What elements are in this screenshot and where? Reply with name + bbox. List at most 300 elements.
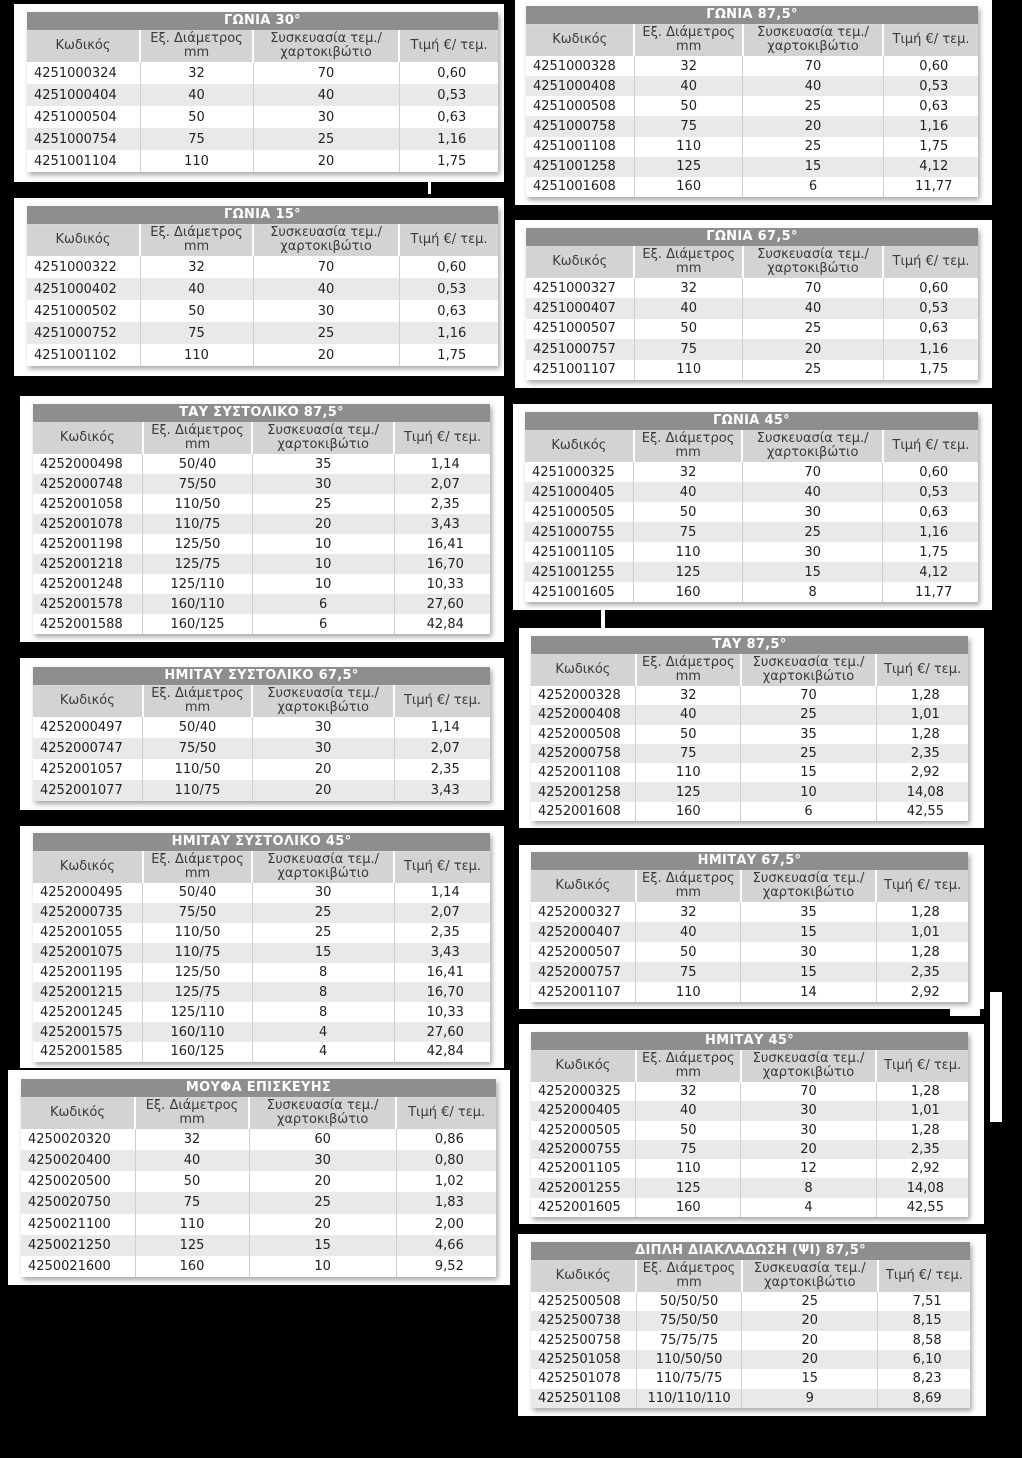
divider-mark [990,992,1002,1122]
cell-price: 1,14 [394,883,490,903]
table-row [531,1178,968,1197]
column-header-price: Τιμή €/ τεμ. [394,851,490,883]
cell-code: 4252001077 [33,780,143,801]
table-row [33,903,490,923]
cell-price: 42,84 [394,1042,490,1062]
table-row [33,474,490,494]
price-table [531,852,968,1002]
cell-code: 4252001588 [33,614,143,634]
table-row [33,943,490,963]
table-row [531,1292,970,1311]
column-header-code: Κωδικός [531,1050,636,1082]
table-row [33,1042,490,1062]
column-header-price: Τιμή €/ τεμ. [399,224,498,256]
table-row [33,759,490,780]
cell-diameter: 160/110 [143,594,253,614]
table-row [33,982,490,1002]
cell-package: 10 [252,554,394,574]
cell-diameter: 125/75 [143,554,253,574]
cell-package: 4 [252,1042,394,1062]
table-row [525,502,978,522]
table-row [33,883,490,903]
cell-price: 10,33 [394,574,490,594]
cell-price: 9,52 [396,1256,496,1277]
cell-code: 4250021100 [21,1214,135,1235]
column-header-package: Συσκευασία τεμ./ χαρτοκιβώτιο [249,1097,396,1129]
cell-code: 4251000407 [526,298,634,318]
column-header-package: Συσκευασία τεμ./ χαρτοκιβώτιο [252,422,394,454]
table-row [33,923,490,943]
cell-price: 1,16 [883,522,978,542]
price-table [531,1032,968,1217]
cell-diameter: 125 [636,782,741,801]
cell-diameter: 32 [634,462,743,482]
cell-code: 4252001105 [531,1159,636,1178]
cell-package: 30 [253,300,399,322]
cell-package: 25 [253,322,399,344]
cell-price: 2,07 [394,903,490,923]
cell-code: 4250020500 [21,1171,135,1192]
cell-code: 4252500508 [531,1292,636,1311]
cell-diameter: 40 [634,76,742,96]
table-row [33,554,490,574]
cell-price: 1,16 [883,116,978,136]
cell-diameter: 32 [135,1129,249,1150]
table-row [27,62,498,84]
price-table [27,12,498,172]
cell-code: 4252000747 [33,738,143,759]
column-header-diameter: Εξ. Διάμετρος mm [634,430,743,462]
table-title: ΤΑΥ 87,5° [531,636,968,654]
price-table [531,636,968,821]
cell-package: 40 [253,84,399,106]
table-row [531,982,968,1002]
cell-price: 4,12 [883,157,978,177]
cell-diameter: 160 [135,1256,249,1277]
column-header-code: Κωδικός [21,1097,135,1129]
cell-code: 4251001104 [27,150,140,172]
cell-code: 4252001255 [531,1178,636,1197]
cell-package: 10 [249,1256,396,1277]
cell-code: 4252001198 [33,534,143,554]
cell-package: 40 [743,298,883,318]
cell-package: 35 [252,454,394,474]
cell-diameter: 75 [634,522,743,542]
cell-package: 20 [253,344,399,366]
cell-diameter: 50/40 [143,454,253,474]
cell-price: 16,70 [394,554,490,574]
cell-package: 35 [741,902,876,922]
cell-diameter: 75/50 [143,903,253,923]
cell-price: 0,60 [399,62,498,84]
cell-code: 4252000405 [531,1101,636,1120]
table-row [531,1159,968,1178]
table-row [526,319,978,339]
cell-package: 20 [742,1350,878,1369]
table-row [531,705,968,724]
column-header-code: Κωδικός [33,851,143,883]
column-header-code: Κωδικός [33,685,143,717]
cell-code: 4252000495 [33,883,143,903]
cell-diameter: 160/125 [143,1042,253,1062]
cell-diameter: 75 [140,128,253,150]
table-row [21,1129,496,1150]
table-row [526,56,978,76]
cell-diameter: 160/110 [143,1022,253,1042]
table-row [531,686,968,705]
cell-code: 4251001255 [525,562,634,582]
column-header-package: Συσκευασία τεμ./ χαρτοκιβώτιο [743,246,883,278]
table-row [33,963,490,983]
table-imitay-systoliko-45 [20,826,504,1068]
cell-diameter: 75 [135,1192,249,1213]
table-row [526,360,978,380]
cell-code: 4251001102 [27,344,140,366]
cell-code: 4251001608 [526,177,634,197]
table-gonia-15 [14,198,504,376]
table-row [27,84,498,106]
cell-price: 3,43 [394,514,490,534]
table-moufa-episkevis [8,1070,510,1285]
table-row [531,1389,970,1408]
cell-price: 1,28 [876,942,968,962]
cell-price: 16,70 [394,982,490,1002]
cell-price: 27,60 [394,1022,490,1042]
table-gonia-30 [14,4,504,182]
cell-code: 4252000748 [33,474,143,494]
cell-package: 30 [741,942,876,962]
cell-diameter: 160 [634,582,743,602]
cell-diameter: 125/110 [143,1002,253,1022]
cell-diameter: 50 [636,725,741,744]
cell-code: 4251000402 [27,278,140,300]
cell-price: 8,58 [878,1331,970,1350]
table-row [526,177,978,197]
cell-package: 15 [741,962,876,982]
cell-package: 70 [743,56,883,76]
cell-package: 4 [252,1022,394,1042]
table-row [525,482,978,502]
cell-price: 3,43 [394,780,490,801]
cell-code: 4252001057 [33,759,143,780]
column-header-diameter: Εξ. Διάμετρος mm [143,422,253,454]
cell-package: 40 [743,76,883,96]
table-row [531,1369,970,1388]
cell-package: 15 [742,562,882,582]
column-header-diameter: Εξ. Διάμετρος mm [143,851,253,883]
cell-package: 8 [742,582,882,602]
cell-package: 70 [742,462,882,482]
cell-diameter: 50/40 [143,717,253,738]
cell-package: 20 [249,1214,396,1235]
price-table [526,6,978,197]
cell-code: 4251000405 [525,482,634,502]
cell-package: 25 [742,522,882,542]
cell-diameter: 32 [140,256,253,278]
cell-price: 0,63 [399,106,498,128]
cell-code: 4252001218 [33,554,143,574]
cell-package: 25 [741,744,876,763]
cell-package: 25 [743,319,883,339]
cell-diameter: 50 [634,96,742,116]
cell-code: 4252001075 [33,943,143,963]
cell-code: 4252001258 [531,782,636,801]
cell-code: 4250020320 [21,1129,135,1150]
cell-package: 8 [741,1178,876,1197]
cell-package: 15 [743,157,883,177]
table-row [21,1150,496,1171]
price-table [525,412,978,602]
cell-diameter: 32 [636,686,741,705]
table-row [526,116,978,136]
cell-package: 30 [741,1101,876,1120]
cell-diameter: 110/110/110 [636,1389,741,1408]
cell-diameter: 110 [634,137,742,157]
cell-package: 20 [741,1140,876,1159]
cell-price: 8,23 [878,1369,970,1388]
cell-package: 25 [252,923,394,943]
cell-diameter: 75/50 [143,738,253,759]
table-tay-87-5 [519,628,984,828]
column-header-package: Συσκευασία τεμ./ χαρτοκιβώτιο [741,1050,876,1082]
table-gonia-67-5 [515,220,992,388]
cell-price: 42,55 [876,1198,968,1217]
cell-price: 1,75 [399,344,498,366]
table-title: ΤΑΥ ΣΥΣΤΟΛΙΚΟ 87,5° [33,404,490,422]
table-row [526,339,978,359]
table-row [27,300,498,322]
table-row [27,106,498,128]
table-title: ΗΜΙΤΑΥ ΣΥΣΤΟΛΙΚΟ 45° [33,833,490,851]
column-header-price: Τιμή €/ τεμ. [394,685,490,717]
column-header-code: Κωδικός [27,30,140,62]
cell-price: 1,75 [883,137,978,157]
table-row [531,962,968,982]
column-header-package: Συσκευασία τεμ./ χαρτοκιβώτιο [252,685,394,717]
cell-price: 1,01 [876,922,968,942]
cell-package: 25 [743,137,883,157]
cell-code: 4251001105 [525,542,634,562]
cell-diameter: 50/50/50 [636,1292,741,1311]
cell-code: 4252001078 [33,514,143,534]
cell-diameter: 50 [634,319,742,339]
table-row [33,738,490,759]
cell-code: 4252000407 [531,922,636,942]
cell-diameter: 110/50 [143,759,253,780]
table-row [531,1311,970,1330]
price-table [27,206,498,366]
cell-package: 70 [253,62,399,84]
cell-diameter: 110 [636,763,741,782]
cell-package: 25 [253,128,399,150]
cell-diameter: 125/75 [143,982,253,1002]
cell-diameter: 125 [636,1178,741,1197]
column-header-package: Συσκευασία τεμ./ χαρτοκιβώτιο [252,851,394,883]
cell-price: 8,15 [878,1311,970,1330]
cell-code: 4252001245 [33,1002,143,1022]
column-header-package: Συσκευασία τεμ./ χαρτοκιβώτιο [741,654,876,686]
cell-code: 4252000325 [531,1082,636,1101]
table-title: ΓΩΝΙΑ 30° [27,12,498,30]
table-row [21,1235,496,1256]
column-header-diameter: Εξ. Διάμετρος mm [140,224,253,256]
table-row [531,802,968,821]
cell-diameter: 40 [140,278,253,300]
cell-code: 4250020750 [21,1192,135,1213]
cell-code: 4252501078 [531,1369,636,1388]
cell-diameter: 110 [140,150,253,172]
column-header-diameter: Εξ. Διάμετρος mm [636,870,741,902]
cell-package: 20 [742,1311,878,1330]
cell-code: 4252001575 [33,1022,143,1042]
cell-price: 16,41 [394,963,490,983]
cell-code: 4252000757 [531,962,636,982]
column-header-diameter: Εξ. Διάμετρος mm [143,685,253,717]
cell-diameter: 110/75 [143,514,253,534]
cell-code: 4251000758 [526,116,634,136]
cell-package: 20 [252,780,394,801]
column-header-diameter: Εξ. Διάμετρος mm [636,1260,741,1292]
cell-code: 4251001107 [526,360,634,380]
cell-price: 2,92 [876,763,968,782]
cell-package: 30 [741,1121,876,1140]
column-header-code: Κωδικός [525,430,634,462]
column-header-price: Τιμή €/ τεμ. [876,870,968,902]
cell-code: 4252000327 [531,902,636,922]
cell-diameter: 32 [140,62,253,84]
cell-code: 4252000505 [531,1121,636,1140]
cell-package: 70 [741,1082,876,1101]
cell-code: 4251000508 [526,96,634,116]
table-row [27,278,498,300]
table-row [526,298,978,318]
cell-code: 4252501108 [531,1389,636,1408]
cell-code: 4252001605 [531,1198,636,1217]
cell-diameter: 110 [636,982,741,1002]
table-row [531,1350,970,1369]
cell-package: 25 [743,96,883,116]
cell-package: 6 [741,802,876,821]
cell-diameter: 160 [634,177,742,197]
cell-package: 30 [742,542,882,562]
cell-price: 0,53 [399,84,498,106]
cell-package: 15 [249,1235,396,1256]
cell-price: 8,69 [878,1389,970,1408]
cell-package: 6 [743,177,883,197]
cell-diameter: 110 [634,542,743,562]
cell-price: 1,28 [876,1121,968,1140]
cell-diameter: 75 [634,116,742,136]
table-row [531,1140,968,1159]
cell-package: 25 [743,360,883,380]
cell-price: 1,02 [396,1171,496,1192]
cell-code: 4251001258 [526,157,634,177]
cell-package: 8 [252,1002,394,1022]
cell-package: 20 [249,1171,396,1192]
column-header-price: Τιμή €/ τεμ. [883,430,978,462]
cell-package: 70 [743,278,883,298]
cell-code: 4250021600 [21,1256,135,1277]
cell-price: 0,60 [883,278,978,298]
table-row [525,522,978,542]
cell-price: 0,63 [883,96,978,116]
table-row [21,1171,496,1192]
cell-diameter: 40 [636,705,741,724]
cell-code: 4251000327 [526,278,634,298]
table-row [21,1256,496,1277]
cell-price: 2,35 [876,744,968,763]
cell-package: 30 [249,1150,396,1171]
cell-price: 1,16 [883,339,978,359]
cell-package: 6 [252,594,394,614]
column-header-package: Συσκευασία τεμ./ χαρτοκιβώτιο [253,30,399,62]
table-row [33,780,490,801]
table-row [531,1121,968,1140]
cell-package: 15 [741,922,876,942]
price-table [531,1242,970,1408]
cell-price: 1,28 [876,902,968,922]
cell-code: 4251000328 [526,56,634,76]
column-header-package: Συσκευασία τεμ./ χαρτοκιβώτιο [742,1260,878,1292]
cell-package: 70 [253,256,399,278]
table-row [27,256,498,278]
cell-diameter: 110/50/50 [636,1350,741,1369]
cell-code: 4252000508 [531,725,636,744]
column-header-price: Τιμή €/ τεμ. [876,1050,968,1082]
table-row [27,322,498,344]
cell-price: 2,35 [876,1140,968,1159]
table-gonia-45 [513,404,992,610]
cell-price: 2,35 [394,759,490,780]
cell-package: 20 [252,514,394,534]
cell-diameter: 50 [140,300,253,322]
cell-code: 4252001248 [33,574,143,594]
cell-diameter: 75 [634,339,742,359]
cell-price: 2,07 [394,474,490,494]
table-row [21,1192,496,1213]
column-header-code: Κωδικός [526,24,634,56]
cell-code: 4251000324 [27,62,140,84]
column-header-diameter: Εξ. Διάμετρος mm [634,24,742,56]
cell-package: 30 [253,106,399,128]
column-header-price: Τιμή €/ τεμ. [399,30,498,62]
column-header-code: Κωδικός [531,1260,636,1292]
column-header-price: Τιμή €/ τεμ. [396,1097,496,1129]
cell-price: 0,60 [399,256,498,278]
column-header-price: Τιμή €/ τεμ. [878,1260,970,1292]
cell-code: 4252001608 [531,802,636,821]
cell-diameter: 75 [636,744,741,763]
cell-code: 4252001058 [33,494,143,514]
price-table [33,833,490,1062]
column-header-price: Τιμή €/ τεμ. [394,422,490,454]
cell-price: 6,10 [878,1350,970,1369]
cell-price: 11,77 [883,582,978,602]
cell-package: 8 [252,963,394,983]
cell-price: 4,66 [396,1235,496,1256]
table-row [27,344,498,366]
cell-package: 70 [741,686,876,705]
cell-package: 30 [742,502,882,522]
table-row [525,582,978,602]
cell-price: 27,60 [394,594,490,614]
column-header-code: Κωδικός [531,870,636,902]
cell-diameter: 75 [140,322,253,344]
cell-code: 4251000408 [526,76,634,96]
cell-price: 1,28 [876,1082,968,1101]
cell-price: 0,53 [883,482,978,502]
cell-diameter: 160 [636,1198,741,1217]
